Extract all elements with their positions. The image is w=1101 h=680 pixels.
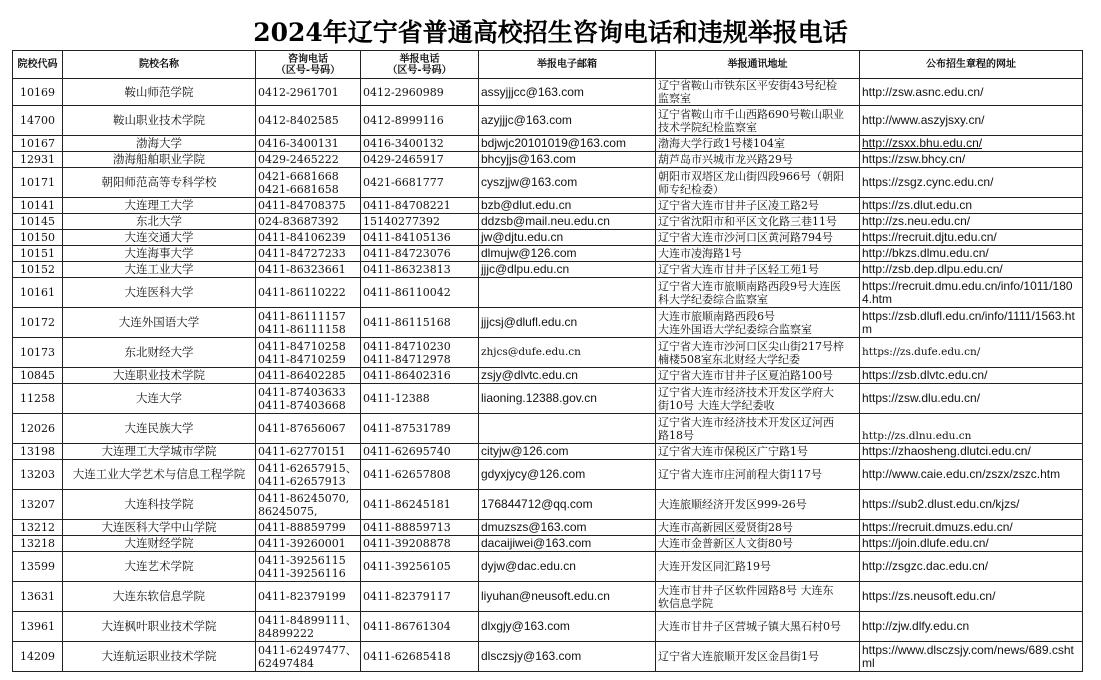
- table-row: [13, 198, 1083, 214]
- consult-phone: 0411-86110222: [256, 278, 361, 308]
- report-email[interactable]: 176844712@qq.com: [479, 490, 656, 520]
- report-email[interactable]: assyjjjcc@163.com: [479, 79, 656, 106]
- consult-phone: 0412-2961701: [256, 79, 361, 106]
- table-row: [13, 536, 1083, 552]
- college-name: 大连科技学院: [63, 490, 256, 520]
- college-name: 渤海大学: [63, 136, 256, 152]
- college-code: 13961: [13, 612, 63, 642]
- college-code: 12931: [13, 152, 63, 168]
- url-text[interactable]: http://zs.dlnu.edu.cn: [862, 430, 972, 442]
- report-email[interactable]: dacaijiwei@163.com: [479, 536, 656, 552]
- url-text[interactable]: http://zsgzc.dac.edu.cn/: [862, 559, 989, 573]
- report-email[interactable]: cyszjjw@163.com: [479, 168, 656, 198]
- report-email[interactable]: azyjjjc@163.com: [479, 106, 656, 136]
- college-code: 10167: [13, 136, 63, 152]
- url-text[interactable]: https://zsb.dlufl.edu.cn/info/1111/1563.htm: [862, 308, 1075, 336]
- college-code: 13631: [13, 582, 63, 612]
- college-code: 10169: [13, 79, 63, 106]
- header-report-email: 举报电子邮箱: [479, 51, 656, 79]
- admissions-contact-table: [12, 50, 1083, 672]
- table-row: [13, 368, 1083, 384]
- table-row: [13, 308, 1083, 338]
- report-address: 辽宁省大连市沙河口区黄河路794号: [656, 230, 860, 246]
- college-code: 11258: [13, 384, 63, 414]
- college-name: 大连艺术学院: [63, 552, 256, 582]
- charter-url-link[interactable]: [860, 444, 1083, 460]
- table-row: [13, 552, 1083, 582]
- college-name: 大连医科大学中山学院: [63, 520, 256, 536]
- report-phone: 0411-87531789: [361, 414, 479, 444]
- college-name: 大连财经学院: [63, 536, 256, 552]
- college-code: 10152: [13, 262, 63, 278]
- report-address: 辽宁省大连市庄河前程大街117号: [656, 460, 860, 490]
- report-email[interactable]: cityjw@126.com: [479, 444, 656, 460]
- report-phone: 0411-86323813: [361, 262, 479, 278]
- report-email[interactable]: dmuzszs@163.com: [479, 520, 656, 536]
- consult-phone: 0416-3400131: [256, 136, 361, 152]
- report-address: 辽宁省大连市甘井子区轻工苑1号: [656, 262, 860, 278]
- report-address: 大连市凌海路1号: [656, 246, 860, 262]
- report-address: 渤海大学行政1号楼104室: [656, 136, 860, 152]
- url-text[interactable]: https://zhaosheng.dlutci.edu.cn/: [862, 444, 1031, 458]
- charter-url-link[interactable]: [860, 368, 1083, 384]
- consult-phone: 0421-6681668 0421-6681658: [256, 168, 361, 198]
- college-name: 东北大学: [63, 214, 256, 230]
- consult-phone: 024-83687392: [256, 214, 361, 230]
- table-row: [13, 384, 1083, 414]
- college-code: 10173: [13, 338, 63, 368]
- report-phone: 0411-88859713: [361, 520, 479, 536]
- consult-phone: 0411-62497477、 62497484: [256, 642, 361, 672]
- url-text[interactable]: https://sub2.dlust.edu.cn/kjzs/: [862, 497, 1020, 511]
- report-address: 大连市甘井子区软件园路8号 大连东 软信息学院: [656, 582, 860, 612]
- consult-phone: 0411-86323661: [256, 262, 361, 278]
- charter-url-link[interactable]: [860, 460, 1083, 490]
- report-email[interactable]: jjjcsj@dlufl.edu.cn: [479, 308, 656, 338]
- consult-phone: 0411-87403633 0411-87403668: [256, 384, 361, 414]
- college-code: 14209: [13, 642, 63, 672]
- report-address: 辽宁省大连市甘井子区凌工路2号: [656, 198, 860, 214]
- table-row: [13, 582, 1083, 612]
- report-email[interactable]: zsjy@dlvtc.edu.cn: [479, 368, 656, 384]
- url-text[interactable]: https://zs.dlut.edu.cn: [862, 198, 973, 212]
- college-name: 大连职业技术学院: [63, 368, 256, 384]
- college-name: 大连海事大学: [63, 246, 256, 262]
- header-code: 院校代码: [13, 51, 63, 79]
- table-row: [13, 136, 1083, 152]
- report-phone: 0411-62657808: [361, 460, 479, 490]
- table-row: [13, 642, 1083, 672]
- charter-url-link[interactable]: [860, 552, 1083, 582]
- report-address: 辽宁省大连市旅顺南路西段9号大连医 科大学纪委综合监察室: [656, 278, 860, 308]
- charter-url-link[interactable]: [860, 198, 1083, 214]
- charter-url-link[interactable]: [860, 136, 1083, 152]
- report-email[interactable]: dyjw@dac.edu.cn: [479, 552, 656, 582]
- url-text[interactable]: https://join.dlufe.edu.cn/: [862, 536, 989, 550]
- charter-url-link[interactable]: [860, 230, 1083, 246]
- header-report-address: 举报通讯地址: [656, 51, 860, 79]
- report-email[interactable]: ddzsb@mail.neu.edu.cn: [479, 214, 656, 230]
- url-text[interactable]: https://recruit.dmuzs.edu.cn/: [862, 520, 1013, 534]
- report-email: [479, 278, 656, 308]
- url-text[interactable]: https://zsw.bhcy.cn/: [862, 152, 966, 166]
- report-phone: 0411-84723076: [361, 246, 479, 262]
- charter-url-link[interactable]: [860, 262, 1083, 278]
- report-address: 朝阳市双塔区龙山街四段966号（朝阳 师专纪检委）: [656, 168, 860, 198]
- url-text[interactable]: https://zsb.dlvtc.edu.cn/: [862, 368, 988, 382]
- table-row: [13, 490, 1083, 520]
- report-address: 辽宁省鞍山市铁东区平安街43号纪检 监察室: [656, 79, 860, 106]
- consult-phone: 0411-62770151: [256, 444, 361, 460]
- report-email[interactable]: bzb@dlut.edu.cn: [479, 198, 656, 214]
- table-row: [13, 106, 1083, 136]
- report-phone: 0421-6681777: [361, 168, 479, 198]
- table-row: [13, 152, 1083, 168]
- college-name: 大连外国语大学: [63, 308, 256, 338]
- charter-url-link[interactable]: [860, 490, 1083, 520]
- report-email[interactable]: zhjcs@dufe.edu.cn: [479, 338, 656, 368]
- table-row: [13, 262, 1083, 278]
- report-email[interactable]: jw@djtu.edu.cn: [479, 230, 656, 246]
- consult-phone: 0411-62657915、 0411-62657913: [256, 460, 361, 490]
- header-charter-url: 公布招生章程的网址: [860, 51, 1083, 79]
- consult-phone: 0411-84708375: [256, 198, 361, 214]
- report-address: 辽宁省大连旅顺开发区金昌街1号: [656, 642, 860, 672]
- table-row: [13, 214, 1083, 230]
- charter-url-link[interactable]: [860, 338, 1083, 368]
- table-row: [13, 612, 1083, 642]
- consult-phone: 0411-86111157 0411-86111158: [256, 308, 361, 338]
- url-text[interactable]: https://zs.neusoft.edu.cn/: [862, 589, 996, 603]
- college-name: 大连理工大学: [63, 198, 256, 214]
- college-code: 13203: [13, 460, 63, 490]
- college-name: 大连航运职业技术学院: [63, 642, 256, 672]
- url-text[interactable]: https://zsgz.cync.edu.cn/: [862, 175, 994, 189]
- college-name: 大连枫叶职业技术学院: [63, 612, 256, 642]
- report-email[interactable]: dlsczsjy@163.com: [479, 642, 656, 672]
- charter-url-link[interactable]: [860, 384, 1083, 414]
- report-address: 葫芦岛市兴城市龙兴路29号: [656, 152, 860, 168]
- charter-url-link[interactable]: [860, 612, 1083, 642]
- charter-url-link[interactable]: [860, 536, 1083, 552]
- report-phone: 0411-86245181: [361, 490, 479, 520]
- report-phone: 0412-2960989: [361, 79, 479, 106]
- college-code: 12026: [13, 414, 63, 444]
- college-name: 大连交通大学: [63, 230, 256, 246]
- consult-phone: 0411-84710258 0411-84710259: [256, 338, 361, 368]
- consult-phone: 0411-39260001: [256, 536, 361, 552]
- consult-phone: 0411-86402285: [256, 368, 361, 384]
- college-code: 10150: [13, 230, 63, 246]
- url-text[interactable]: https://recruit.dmu.edu.cn/info/1011/1804.htm: [862, 278, 1073, 306]
- charter-url-link[interactable]: [860, 582, 1083, 612]
- college-name: 大连东软信息学院: [63, 582, 256, 612]
- url-text[interactable]: http://zsw.asnc.edu.cn/: [862, 84, 984, 99]
- url-text[interactable]: http://bkzs.dlmu.edu.cn/: [862, 246, 989, 260]
- table-row: [13, 79, 1083, 106]
- report-phone: 0411-82379117: [361, 582, 479, 612]
- college-name: 鞍山师范学院: [63, 79, 256, 106]
- table-row: [13, 278, 1083, 308]
- college-code: 10161: [13, 278, 63, 308]
- report-phone: 0411-84105136: [361, 230, 479, 246]
- report-email[interactable]: jjjc@dlpu.edu.cn: [479, 262, 656, 278]
- college-name: 东北财经大学: [63, 338, 256, 368]
- table-row: [13, 168, 1083, 198]
- report-address: 大连旅顺经济开发区999-26号: [656, 490, 860, 520]
- url-text[interactable]: http://www.aszyjsxy.cn/: [862, 113, 985, 127]
- report-email[interactable]: gdyxjycy@126.com: [479, 460, 656, 490]
- college-code: 13599: [13, 552, 63, 582]
- college-name: 渤海船舶职业学院: [63, 152, 256, 168]
- consult-phone: 0411-39256115 0411-39256116: [256, 552, 361, 582]
- college-code: 10145: [13, 214, 63, 230]
- report-email[interactable]: bdjwjc20101019@163.com: [479, 136, 656, 152]
- report-email[interactable]: dlxgjy@163.com: [479, 612, 656, 642]
- charter-url-link[interactable]: [860, 642, 1083, 672]
- header-consult-phone: 咨询电话 （区号-号码）: [256, 51, 361, 79]
- header-report-phone: 举报电话 （区号-号码）: [361, 51, 479, 79]
- college-name: 鞍山职业技术学院: [63, 106, 256, 136]
- consult-phone: 0411-84106239: [256, 230, 361, 246]
- report-address: 大连市旅顺南路西段6号 大连外国语大学纪委综合监察室: [656, 308, 860, 338]
- college-code: 13218: [13, 536, 63, 552]
- college-name: 大连医科大学: [63, 278, 256, 308]
- college-name: 大连大学: [63, 384, 256, 414]
- consult-phone: 0411-84899111、 84899222: [256, 612, 361, 642]
- college-code: 10171: [13, 168, 63, 198]
- college-code: 10151: [13, 246, 63, 262]
- report-phone: 15140277392: [361, 214, 479, 230]
- consult-phone: 0411-88859799: [256, 520, 361, 536]
- table-body: [13, 79, 1083, 672]
- table-row: [13, 338, 1083, 368]
- report-address: 辽宁省大连市经济技术开发区学府大 街10号 大连大学纪委收: [656, 384, 860, 414]
- report-address: 辽宁省大连市沙河口区尖山街217号梓 楠楼508室东北财经大学纪委: [656, 338, 860, 368]
- report-email[interactable]: dlmujw@126.com: [479, 246, 656, 262]
- consult-phone: 0411-86245070, 86245075,: [256, 490, 361, 520]
- report-email[interactable]: liaoning.12388.gov.cn: [479, 384, 656, 414]
- report-address: 辽宁省大连市经济技术开发区辽河西 路18号: [656, 414, 860, 444]
- table-row: [13, 230, 1083, 246]
- url-text[interactable]: https://zs.dufe.edu.cn/: [862, 346, 981, 358]
- report-address: 大连市高新园区爱贤街28号: [656, 520, 860, 536]
- table-row: [13, 414, 1083, 444]
- header-name: 院校名称: [63, 51, 256, 79]
- report-phone: 0416-3400132: [361, 136, 479, 152]
- document-title: 2024年辽宁省普通高校招生咨询电话和违规举报电话: [253, 18, 848, 47]
- url-text[interactable]: http://zjw.dlfy.edu.cn: [862, 619, 970, 633]
- report-phone: 0411-39208878: [361, 536, 479, 552]
- report-phone: 0411-12388: [361, 384, 479, 414]
- college-code: 13198: [13, 444, 63, 460]
- college-code: 10845: [13, 368, 63, 384]
- charter-url-link[interactable]: [860, 168, 1083, 198]
- url-text[interactable]: http://zsxx.bhu.edu.cn/: [862, 136, 983, 150]
- url-text[interactable]: https://www.dlsczsjy.com/news/689.cshtml: [862, 642, 1074, 670]
- report-phone: 0411-86402316: [361, 368, 479, 384]
- charter-url-link[interactable]: [860, 278, 1083, 308]
- table-row: [13, 444, 1083, 460]
- report-address: 辽宁省大连市保税区广宁路1号: [656, 444, 860, 460]
- report-address: 辽宁省大连市甘井子区夏泊路100号: [656, 368, 860, 384]
- college-code: 13207: [13, 490, 63, 520]
- report-address: 辽宁省鞍山市千山西路690号鞍山职业 技术学院纪检监察室: [656, 106, 860, 136]
- consult-phone: 0411-82379199: [256, 582, 361, 612]
- table-row: [13, 460, 1083, 490]
- table-row: [13, 246, 1083, 262]
- report-email[interactable]: liyuhan@neusoft.edu.cn: [479, 582, 656, 612]
- consult-phone: 0411-84727233: [256, 246, 361, 262]
- report-email: [479, 414, 656, 444]
- report-address: 大连市甘井子区营城子镇大黑石村0号: [656, 612, 860, 642]
- charter-url-link[interactable]: [860, 246, 1083, 262]
- report-phone: 0411-84710230 0411-84712978: [361, 338, 479, 368]
- college-name: 朝阳师范高等专科学校: [63, 168, 256, 198]
- table-row: [13, 520, 1083, 536]
- report-phone: 0411-86110042: [361, 278, 479, 308]
- report-phone: 0411-86115168: [361, 308, 479, 338]
- url-text[interactable]: https://recruit.djtu.edu.cn/: [862, 230, 997, 244]
- college-name: 大连理工大学城市学院: [63, 444, 256, 460]
- college-code: 14700: [13, 106, 63, 136]
- charter-url-link[interactable]: [860, 308, 1083, 338]
- consult-phone: 0429-2465222: [256, 152, 361, 168]
- url-text[interactable]: http://zs.neu.edu.cn/: [862, 214, 971, 228]
- consult-phone: 0411-87656067: [256, 414, 361, 444]
- charter-url-link[interactable]: [860, 106, 1083, 136]
- url-text[interactable]: http://www.caie.edu.cn/zszx/zszc.htm: [862, 467, 1061, 481]
- charter-url-link[interactable]: [860, 520, 1083, 536]
- report-address: 大连市金普新区人文街80号: [656, 536, 860, 552]
- college-name: 大连工业大学艺术与信息工程学院: [63, 460, 256, 490]
- charter-url-link[interactable]: [860, 414, 1083, 444]
- college-name: 大连工业大学: [63, 262, 256, 278]
- report-email[interactable]: bhcyjjs@163.com: [479, 152, 656, 168]
- report-phone: 0412-8999116: [361, 106, 479, 136]
- report-phone: 0411-86761304: [361, 612, 479, 642]
- report-phone: 0411-62685418: [361, 642, 479, 672]
- report-address: 辽宁省沈阳市和平区文化路三巷11号: [656, 214, 860, 230]
- charter-url-link[interactable]: [860, 152, 1083, 168]
- college-code: 10172: [13, 308, 63, 338]
- report-address: 大连开发区同汇路19号: [656, 552, 860, 582]
- charter-url-link[interactable]: [860, 79, 1083, 106]
- charter-url-link[interactable]: [860, 214, 1083, 230]
- consult-phone: 0412-8402585: [256, 106, 361, 136]
- college-code: 13212: [13, 520, 63, 536]
- header-row: [13, 51, 1083, 79]
- report-phone: 0429-2465917: [361, 152, 479, 168]
- url-text[interactable]: http://zsb.dep.dlpu.edu.cn/: [862, 262, 1003, 276]
- college-name: 大连民族大学: [63, 414, 256, 444]
- report-phone: 0411-39256105: [361, 552, 479, 582]
- report-phone: 0411-84708221: [361, 198, 479, 214]
- college-code: 10141: [13, 198, 63, 214]
- report-phone: 0411-62695740: [361, 444, 479, 460]
- url-text[interactable]: https://zsw.dlu.edu.cn/: [862, 391, 981, 405]
